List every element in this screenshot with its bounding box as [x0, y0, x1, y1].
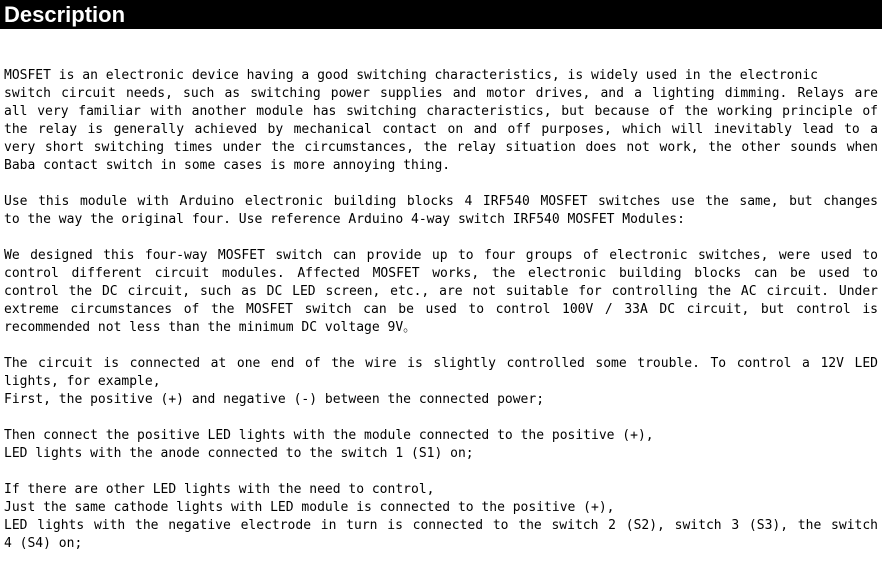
description-body — [4, 67, 878, 571]
description-paragraph — [4, 427, 878, 463]
paragraph-line: LED lights with the anode connected to the switch 1 (S1) on; — [4, 446, 474, 461]
paragraph-line: If there are other LED lights with the need to control, — [4, 482, 435, 497]
paragraph-line: 4 (S4) on; — [4, 536, 83, 551]
paragraph-line: Baba contact switch in some cases is more annoying thing. — [4, 158, 451, 173]
paragraph-line: control the DC circuit, such as DC LED screen, etc., are not suitable for controlling the AC circuit. Under — [4, 284, 878, 299]
description-paragraph — [4, 481, 878, 553]
paragraph-line: We designed this four-way MOSFET switch can provide up to four groups of electronic switches, were used to — [4, 248, 878, 263]
paragraph-line: Just the same cathode lights with LED module is connected to the positive (+), — [4, 500, 615, 515]
paragraph-line: the relay is generally achieved by mechanical contact on and off purposes, which will inevitably lead to a — [4, 122, 878, 137]
section-title: Description — [4, 2, 126, 27]
description-paragraph — [4, 67, 878, 175]
paragraph-line: all very familiar with another module has switching characteristics, but because of the working principle of — [4, 104, 878, 119]
paragraph-line: LED lights with the negative electrode in turn is connected to the switch 2 (S2), switch 3 (S3), the switch — [4, 518, 878, 533]
paragraph-line: lights, for example, — [4, 374, 161, 389]
paragraph-line: The circuit is connected at one end of the wire is slightly controlled some trouble. To control a 12V LED — [4, 356, 878, 371]
paragraph-line: recommended not less than the minimum DC voltage 9V。 — [4, 320, 417, 335]
paragraph-line: control different circuit modules. Affected MOSFET works, the electronic building blocks can be used to — [4, 266, 878, 281]
paragraph-line: Then connect the positive LED lights with the module connected to the positive (+), — [4, 428, 654, 443]
paragraph-line: very short switching times under the circumstances, the relay situation does not work, the other sounds when — [4, 140, 878, 155]
paragraph-line: to the way the original four. Use reference Arduino 4-way switch IRF540 MOSFET Modules: — [4, 212, 685, 227]
paragraph-line: MOSFET is an electronic device having a good switching characteristics, is widely used in the electronic — [4, 68, 818, 83]
paragraph-line: switch circuit needs, such as switching power supplies and motor drives, and a lighting dimming. Relays are — [4, 86, 878, 101]
description-header — [0, 0, 882, 29]
description-paragraph — [4, 247, 878, 337]
paragraph-line: extreme circumstances of the MOSFET switch can be used to control 100V / 33A DC circuit, but control is — [4, 302, 878, 317]
paragraph-line: Use this module with Arduino electronic building blocks 4 IRF540 MOSFET switches use the same, but changes — [4, 194, 878, 209]
description-paragraph — [4, 193, 878, 229]
paragraph-line: First, the positive (+) and negative (-) between the connected power; — [4, 392, 545, 407]
description-paragraph — [4, 355, 878, 409]
